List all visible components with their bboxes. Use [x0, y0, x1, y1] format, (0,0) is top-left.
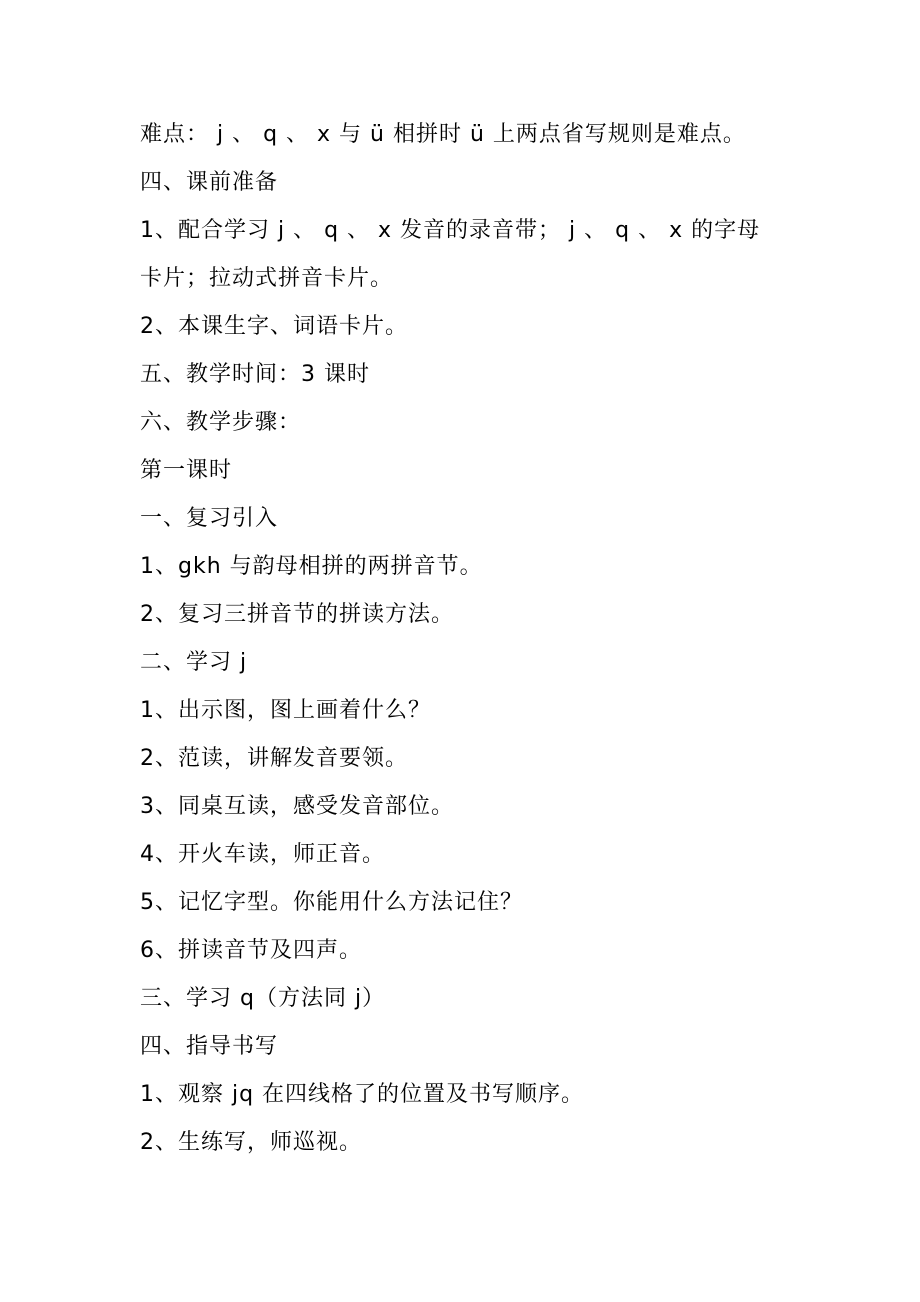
- section-heading: 一、复习引入: [140, 506, 279, 531]
- text-line: 卡片；拉动式拼音卡片。: [140, 266, 394, 291]
- section-heading: 五、教学时间：3 课时: [140, 362, 370, 387]
- lesson-heading: 第一课时: [140, 458, 233, 483]
- section-heading: 四、指导书写: [140, 1034, 279, 1059]
- text-line: 2、复习三拼音节的拼读方法。: [140, 602, 454, 627]
- text-line: 1、配合学习 j 、 q 、 x 发音的录音带； j 、 q 、 x 的字母: [140, 218, 761, 243]
- section-heading: 四、课前准备: [140, 170, 279, 195]
- text-line: 5、记忆字型。你能用什么方法记住？: [140, 890, 523, 915]
- section-heading: 二、学习 j: [140, 650, 248, 675]
- text-line: 难点： j 、 q 、 x 与 ü 相拼时 ü 上两点省写规则是难点。: [140, 122, 746, 147]
- text-line: 1、观察 jq 在四线格了的位置及书写顺序。: [140, 1082, 585, 1107]
- text-line: 2、生练写，师巡视。: [140, 1130, 362, 1155]
- text-line: 2、范读，讲解发音要领。: [140, 746, 408, 771]
- text-line: 6、拼读音节及四声。: [140, 938, 362, 963]
- text-line: 1、gkh 与韵母相拼的两拼音节。: [140, 554, 483, 579]
- section-heading: 三、学习 q（方法同 j）: [140, 986, 386, 1011]
- text-line: 1、出示图，图上画着什么？: [140, 698, 431, 723]
- section-heading: 六、教学步骤：: [140, 410, 302, 435]
- text-line: 4、开火车读，师正音。: [140, 842, 385, 867]
- text-line: 3、同桌互读，感受发音部位。: [140, 794, 454, 819]
- text-line: 2、本课生字、词语卡片。: [140, 314, 408, 339]
